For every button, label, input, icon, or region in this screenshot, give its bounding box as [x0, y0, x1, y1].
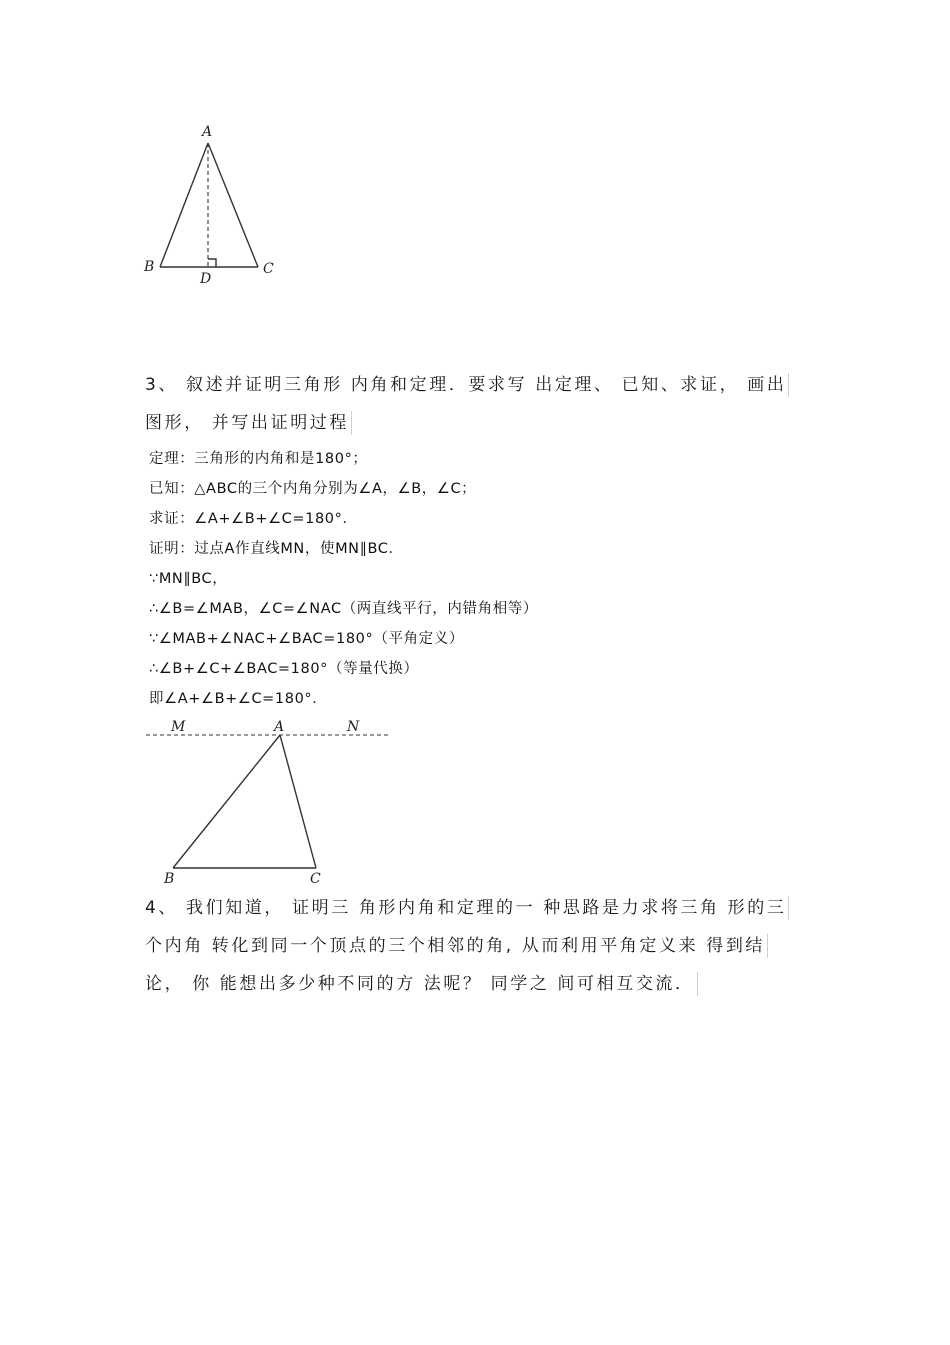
proof-step-4: ∴∠B+∠C+∠BAC=180°（等量代换）	[149, 661, 419, 677]
proof-construction: 证明：过点A作直线MN，使MN∥BC．	[149, 541, 404, 557]
label-c: C	[263, 261, 274, 277]
side-ac	[208, 143, 258, 267]
label-b: B	[144, 259, 155, 275]
triangle-altitude-figure	[130, 115, 300, 290]
label-b: B	[164, 871, 175, 887]
side-ac	[280, 735, 316, 868]
question-4	[145, 889, 805, 1003]
question-4-line-1: 4、 我们知道， 证明三 角形内角和定理的一 种思路是力求将三角 形的三	[145, 889, 805, 927]
question-3-line-2: 图形， 并写出证明过程	[145, 404, 805, 442]
question-4-line-2: 个内角 转化到同一个顶点的三个相邻的角, 从而利用平角定义来 得到结	[145, 927, 805, 965]
proof-theorem: 定理：三角形的内角和是180°；	[149, 451, 368, 467]
side-ab	[160, 143, 208, 267]
question-3	[145, 366, 805, 442]
question-4-line-3: 论， 你 能想出多少种不同的方 法呢？ 同学之 间可相互交流．	[145, 965, 805, 1003]
label-a: A	[202, 124, 213, 140]
label-c: C	[310, 871, 321, 887]
label-m: M	[171, 719, 186, 735]
right-angle-mark	[208, 259, 216, 267]
label-a: A	[274, 719, 285, 735]
side-ab	[173, 735, 280, 868]
proof-given: 已知：△ABC的三个内角分别为∠A，∠B，∠C；	[149, 481, 477, 497]
proof-block	[149, 444, 538, 714]
proof-to-prove: 求证：∠A+∠B+∠C=180°．	[149, 511, 358, 527]
question-3-line-1: 3、 叙述并证明三角形 内角和定理．要求写 出定理、 已知、求证， 画出	[145, 366, 805, 404]
label-n: N	[347, 719, 360, 735]
triangle-parallel-figure	[140, 715, 400, 890]
proof-step-3: ∵∠MAB+∠NAC+∠BAC=180°（平角定义）	[149, 631, 464, 647]
proof-conclusion: 即∠A+∠B+∠C=180°．	[149, 691, 328, 707]
label-d: D	[200, 271, 212, 287]
proof-step-1: ∵MN∥BC，	[149, 571, 228, 587]
proof-step-2: ∴∠B=∠MAB，∠C=∠NAC（两直线平行，内错角相等）	[149, 601, 539, 617]
